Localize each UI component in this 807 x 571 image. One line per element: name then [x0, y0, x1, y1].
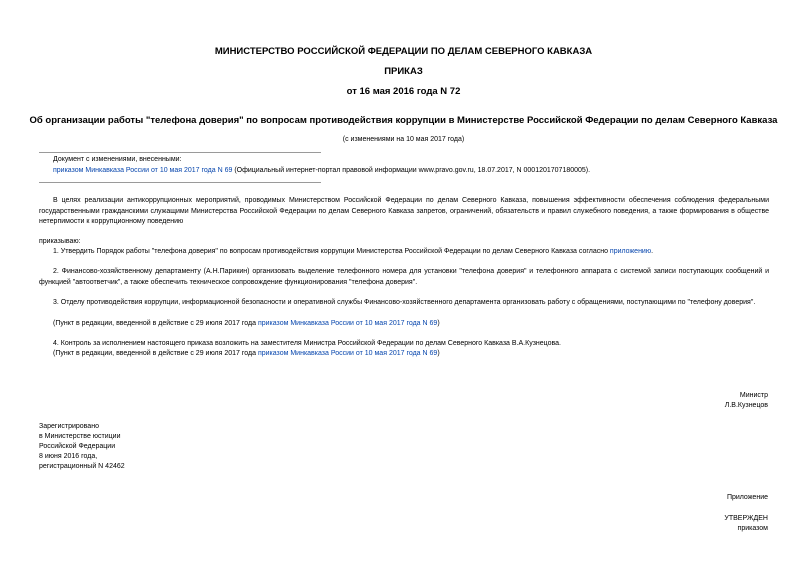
paragraph-4: 4. Контроль за исполнением настоящего приказа возложить на заместителя Министра Российской Федерации по делам Северного Кавказа В.А.Кузнецова.: [53, 340, 561, 347]
paragraph-4-note-end: ): [437, 350, 440, 357]
registration-line-3: Российской Федерации: [39, 443, 116, 450]
changes-source: (Официальный интернет-портал правовой информации www.pravo.gov.ru, 18.07.2017, N 0001201707180005).: [232, 167, 591, 174]
changes-top-rule: [39, 152, 321, 153]
appendix-label: Приложение: [726, 494, 768, 501]
paragraph-2: 2. Финансово-хозяйственному департаменту (А.Н.Парикин) организовать выделение телефонного номера для установки "телефона доверия" и телефонного аппарата с системой записи поступающих сообщений и функцией "автоответчик", а также обеспечить техническое сопровождение функционирования "телефона доверия".: [39, 268, 769, 286]
paragraph-4-note: [53, 349, 440, 359]
amendment-note: (с изменениями на 10 мая 2017 года): [342, 136, 465, 143]
signature-position: Министр: [739, 392, 768, 399]
appendix-link[interactable]: приложению: [609, 248, 652, 255]
registration-line-5: регистрационный N 42462: [39, 463, 125, 470]
registration-line-4: 8 июня 2016 года,: [39, 453, 98, 460]
doc-type-heading: ПРИКАЗ: [384, 66, 423, 77]
paragraph-1-end: .: [651, 248, 654, 255]
ministry-heading: МИНИСТЕРСТВО РОССИЙСКОЙ ФЕДЕРАЦИИ ПО ДЕЛАМ СЕВЕРНОГО КАВКАЗА: [214, 46, 593, 57]
paragraph-1-text: 1. Утвердить Порядок работы "телефона доверия" по вопросам противодействия коррупции Министерства Российской Федерации по делам Северного Кавказа согласно: [53, 248, 610, 255]
changes-heading: Документ с изменениями, внесенными:: [53, 156, 182, 163]
registration-line-1: Зарегистрировано: [39, 423, 99, 430]
preamble-paragraph: В целях реализации антикоррупционных мероприятий, проводимых Министерством Российской Федерации по делам Северного Кавказа, повышения эффективности обеспечения соблюдения федеральными государственными гражданскими служащими Министерства Российской Федерации по делам Северного Кавказа запретов, ограничений, обязательств и правил служебного поведения, а также формирования в обществе нетерпимости к коррупционному поведению: [39, 197, 769, 225]
paragraph-3-note: [53, 319, 440, 329]
order-word: приказываю:: [39, 238, 81, 245]
signature-name: Л.В.Кузнецов: [724, 402, 768, 409]
document-title: Об организации работы "телефона доверия" по вопросам противодействия коррупции в Министерстве Российской Федерации по делам Северного Кавказа: [29, 115, 778, 126]
approved-label: УТВЕРЖДЕН: [724, 515, 768, 522]
paragraph-3-note-link[interactable]: приказом Минкавказа России от 10 мая 2017 года N 69: [257, 320, 438, 327]
date-number-heading: от 16 мая 2016 года N 72: [346, 86, 461, 97]
changes-bottom-rule: [39, 182, 321, 183]
approved-by: приказом: [737, 525, 768, 532]
amending-order-link[interactable]: приказом Минкавказа России от 10 мая 2017 года N 69: [53, 167, 233, 174]
paragraph-3: 3. Отделу противодействия коррупции, информационной безопасности и оперативной службы Финансово-хозяйственного департамента организовать работу с обращениями, поступающими по "телефону доверия".: [53, 299, 756, 306]
paragraph-4-note-link[interactable]: приказом Минкавказа России от 10 мая 2017 года N 69: [257, 350, 438, 357]
paragraph-4-note-text: (Пункт в редакции, введенной в действие с 29 июля 2017 года: [53, 350, 258, 357]
changes-line: [53, 166, 590, 176]
registration-line-2: в Министерстве юстиции: [39, 433, 121, 440]
paragraph-3-note-end: ): [437, 320, 440, 327]
paragraph-3-note-text: (Пункт в редакции, введенной в действие с 29 июля 2017 года: [53, 320, 258, 327]
paragraph-1: [53, 247, 653, 257]
